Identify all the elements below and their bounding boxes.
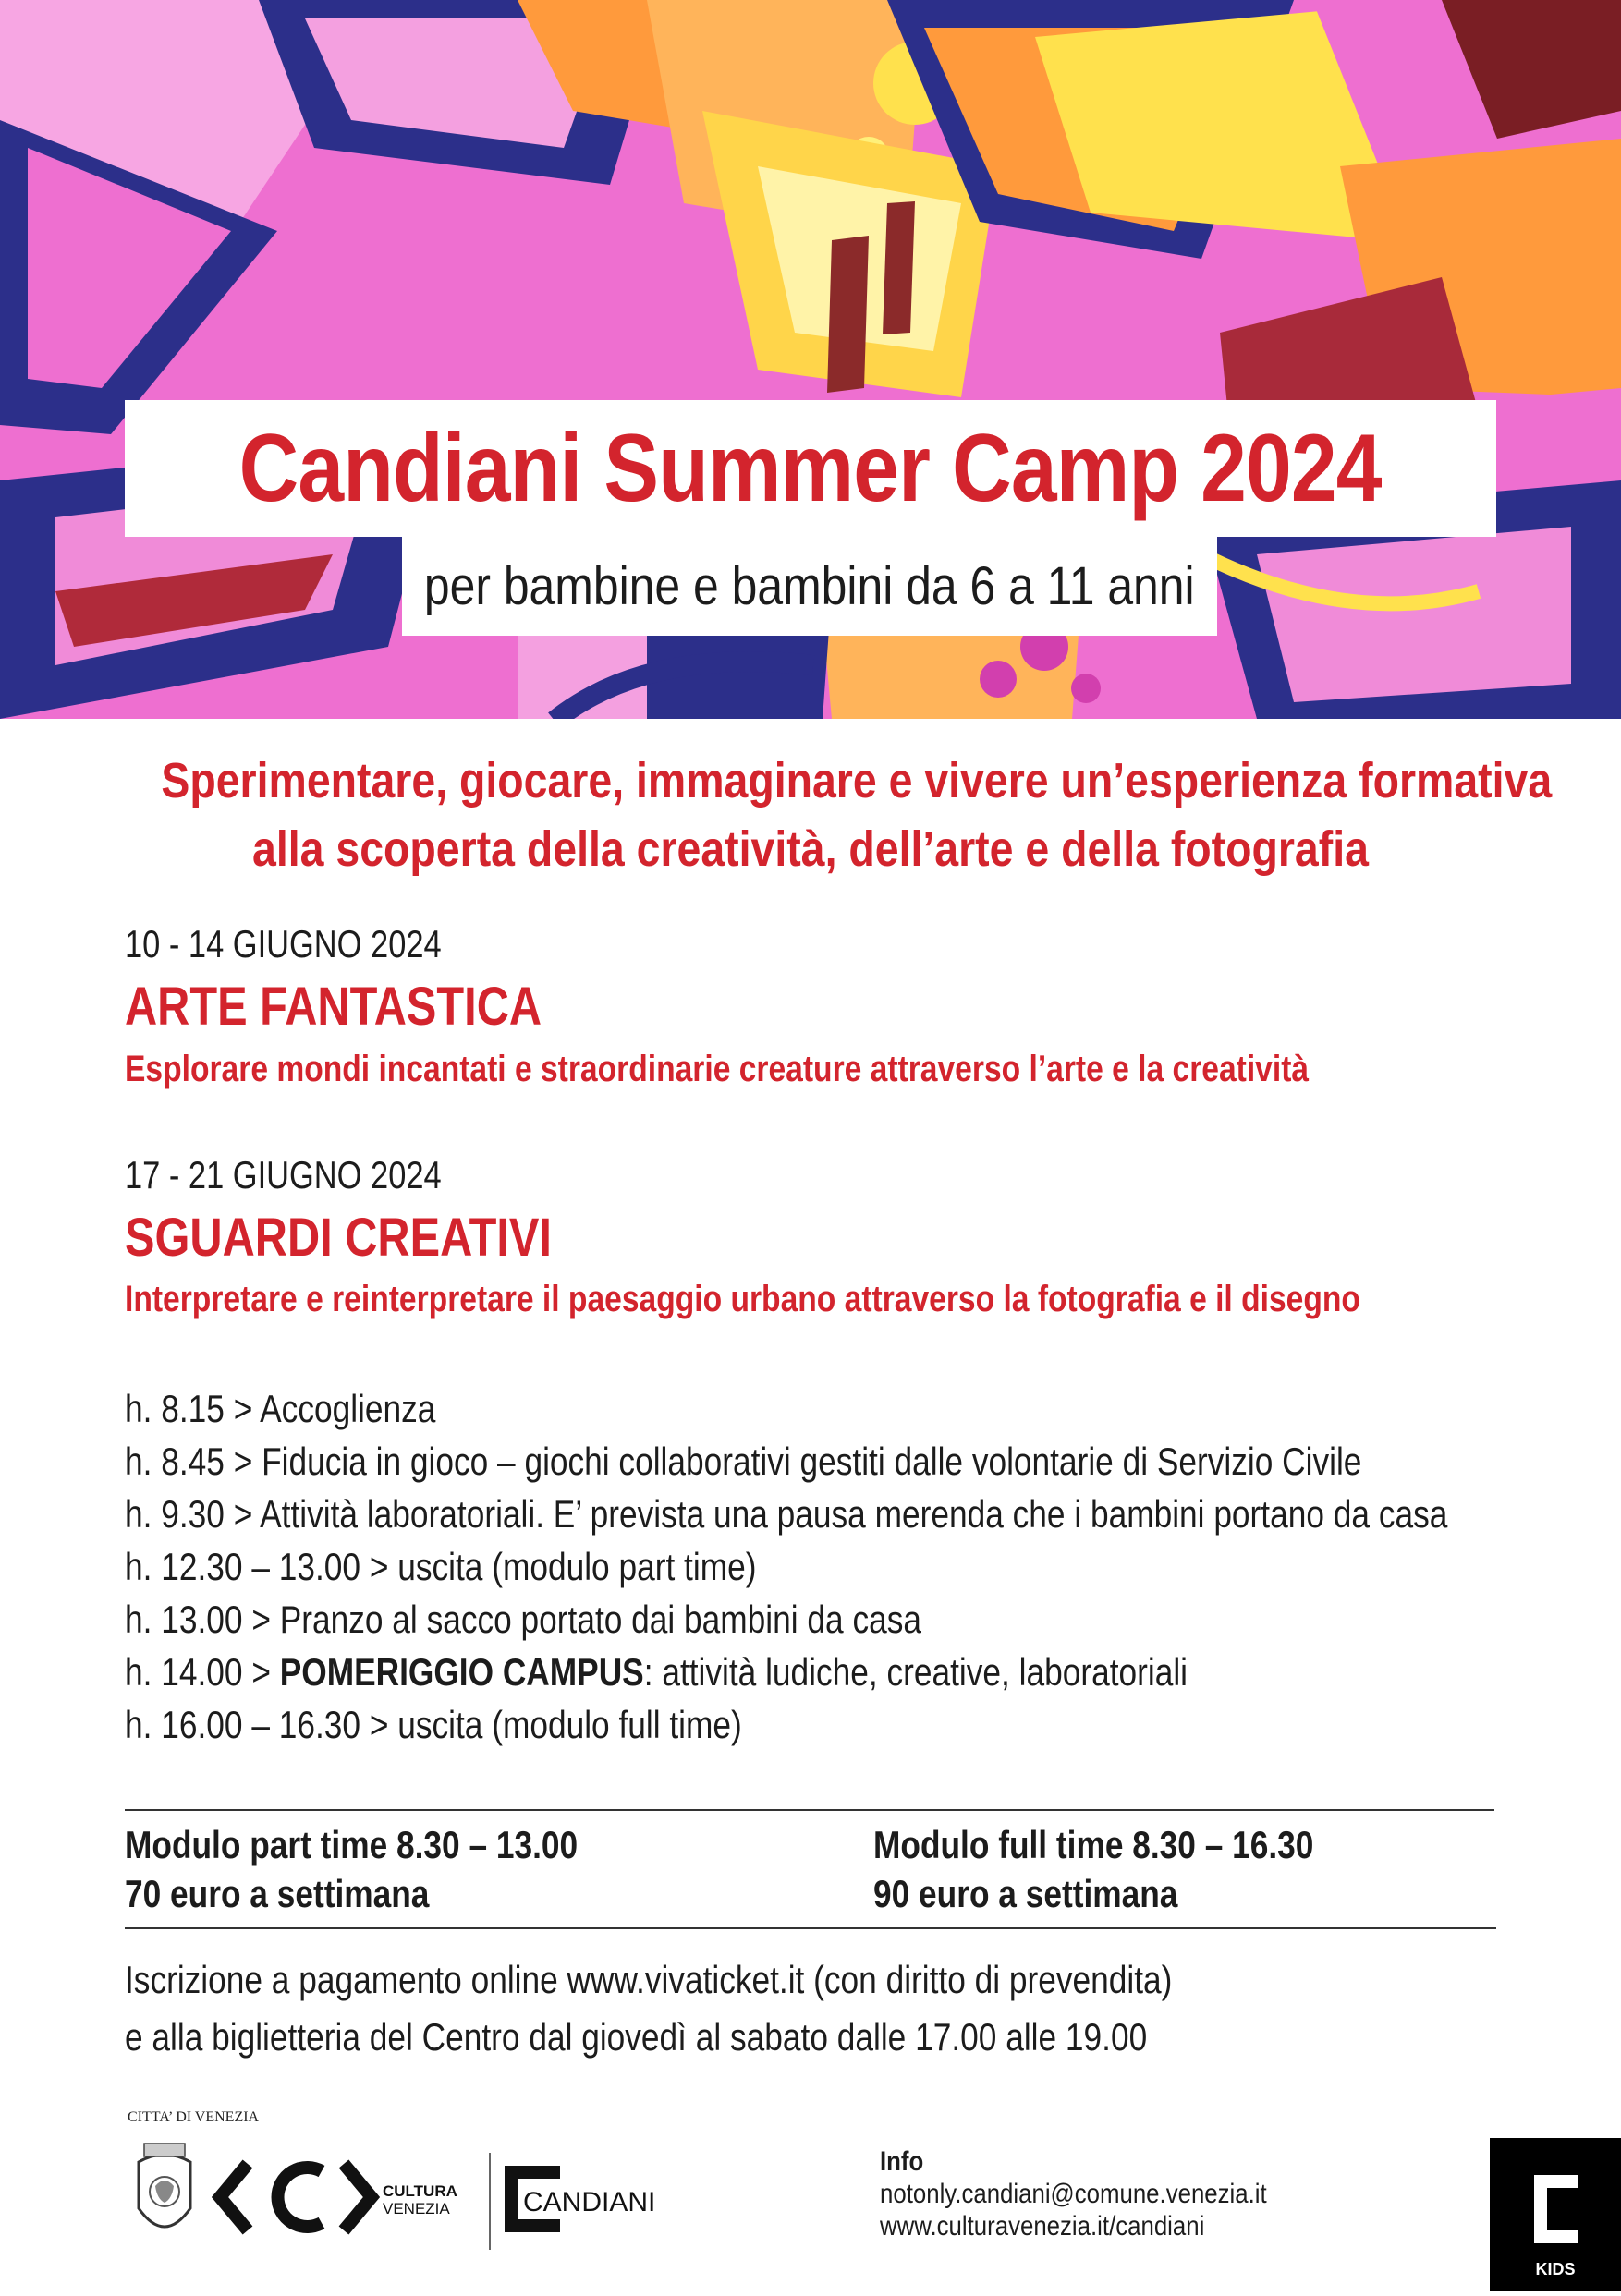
- subtitle-banner: [402, 537, 1217, 636]
- schedule-item-highlight: POMERIGGIO CAMPUS: [279, 1650, 644, 1694]
- page-subtitle: per bambine e bambini da 6 a 11 anni: [424, 556, 1195, 616]
- schedule-item: h. 13.00 > Pranzo al sacco portato dai bambini da casa: [125, 1597, 921, 1641]
- divider-bottom: [125, 1927, 1496, 1929]
- schedule-item: h. 9.30 > Attività laboratoriali. E’ prevista una pausa merenda che i bambini portano da casa: [125, 1492, 1448, 1536]
- cultura-venezia-logo: [220, 2164, 457, 2230]
- schedule-item: h. 8.15 > Accoglienza: [125, 1387, 436, 1430]
- candiani-label: CANDIANI: [523, 2187, 656, 2217]
- candiani-logo: [505, 2166, 655, 2232]
- schedule-item: h. 16.00 – 16.30 > uscita (modulo full time): [125, 1703, 742, 1746]
- title-banner: [125, 400, 1496, 537]
- kids-badge: [1490, 2138, 1621, 2291]
- hero-graffiti-banner: [0, 0, 1621, 719]
- enrollment-line-1: Iscrizione a pagamento online www.vivaticket.it (con diritto di prevendita): [125, 1958, 1173, 2001]
- module-full-time-price: 90 euro a settimana: [873, 1872, 1178, 1915]
- cultura-label: CULTURA: [383, 2182, 457, 2200]
- program-description: Esplorare mondi incantati e straordinarie creature attraverso l’arte e la creatività: [125, 1049, 1310, 1089]
- program-description: Interpretare e reinterpretare il paesaggio urbano attraverso la fotografia e il disegno: [125, 1279, 1360, 1319]
- intro-line-1: Sperimentare, giocare, immaginare e vivere un’esperienza formativa: [161, 753, 1553, 808]
- daily-schedule: [125, 1382, 1566, 1751]
- schedule-item-time: h. 14.00 >: [125, 1650, 280, 1694]
- module-full-time-label: Modulo full time 8.30 – 16.30: [873, 1823, 1314, 1866]
- divider-top: [125, 1809, 1494, 1811]
- kids-label: KIDS: [1535, 2260, 1576, 2278]
- contact-info: [880, 2145, 1330, 2242]
- schedule-item: [125, 1646, 1335, 1698]
- schedule-item: h. 12.30 – 13.00 > uscita (modulo part time): [125, 1545, 757, 1588]
- venezia-label: VENEZIA: [383, 2200, 450, 2217]
- intro-line-2: alla scoperta della creatività, dell’arte e della fotografia: [252, 821, 1369, 877]
- program-date: 17 - 21 GIUGNO 2024: [125, 1153, 442, 1197]
- program-title: ARTE FANTASTICA: [125, 977, 542, 1037]
- schedule-item: h. 8.45 > Fiducia in gioco – giochi collaborativi gestiti dalle volontarie di Servizio Civile: [125, 1440, 1362, 1483]
- partner-logos: [120, 2107, 693, 2264]
- info-email-link[interactable]: notonly.candiani@comune.venezia.it: [880, 2179, 1267, 2209]
- program-title: SGUARDI CREATIVI: [125, 1208, 552, 1268]
- enrollment-line-2: e alla biglietteria del Centro dal giovedì al sabato dalle 17.00 alle 19.00: [125, 2015, 1148, 2059]
- intro-tagline: [55, 747, 1566, 883]
- city-label-1: CITTA’ DI VENEZIA: [128, 2109, 260, 2125]
- module-part-time-label: Modulo part time 8.30 – 13.00: [125, 1823, 579, 1866]
- module-full-time: [873, 1820, 1313, 1918]
- candiani-c-icon: [1490, 2138, 1621, 2291]
- info-website-link[interactable]: www.culturavenezia.it/candiani: [880, 2211, 1205, 2241]
- module-part-time: [125, 1820, 578, 1918]
- page-title: Candiani Summer Camp 2024: [238, 414, 1383, 522]
- program-date: 10 - 14 GIUGNO 2024: [125, 922, 442, 966]
- module-part-time-price: 70 euro a settimana: [125, 1872, 430, 1915]
- enrollment-info: [125, 1951, 1371, 2066]
- info-label: Info: [880, 2146, 924, 2177]
- schedule-item-text: : attività ludiche, creative, laboratoriali: [643, 1650, 1188, 1694]
